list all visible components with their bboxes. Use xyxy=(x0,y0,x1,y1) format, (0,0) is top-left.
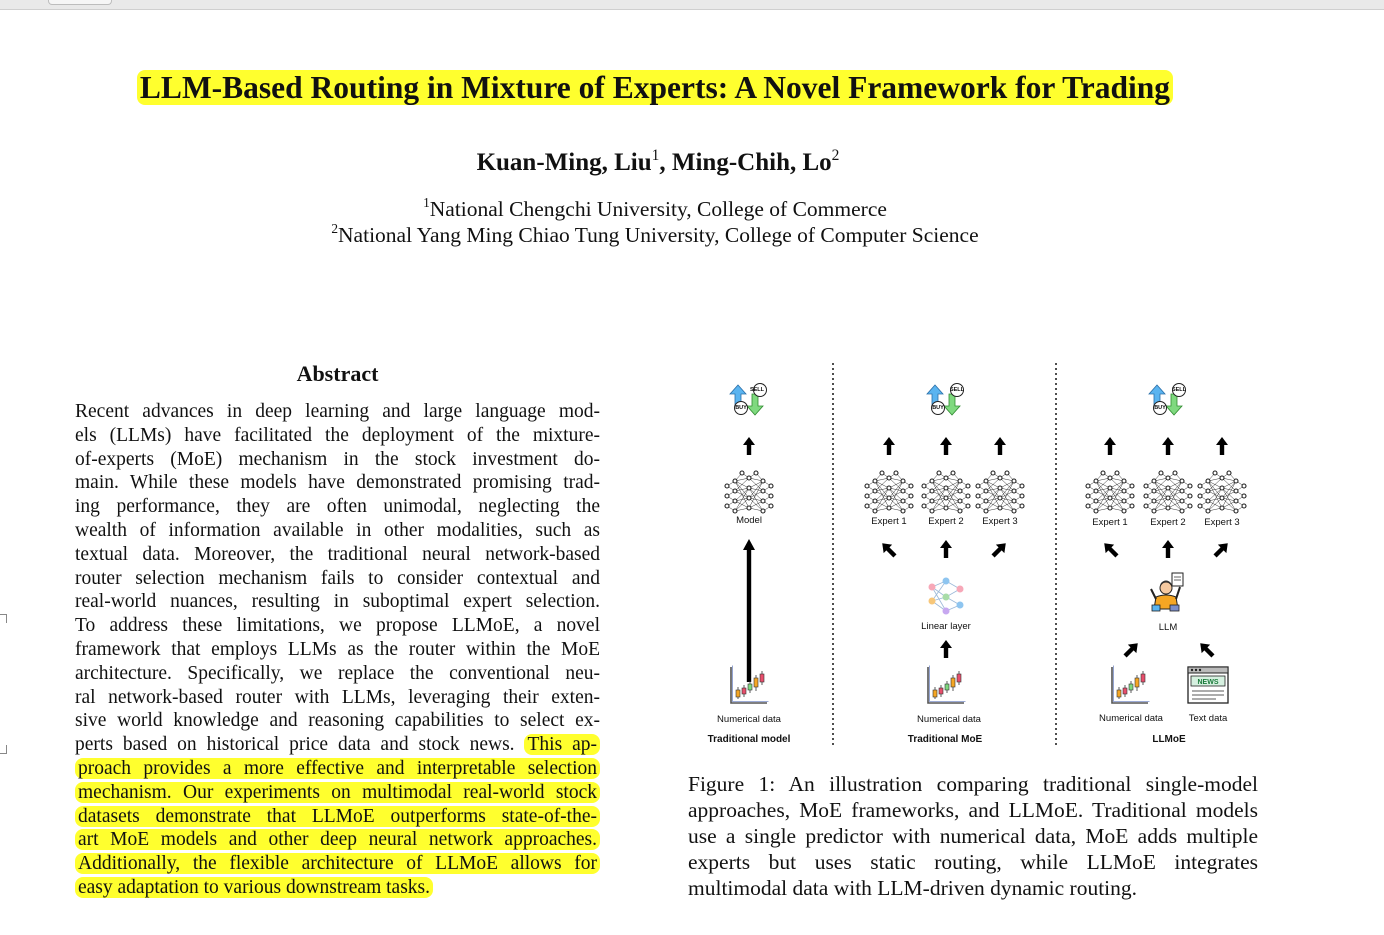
up-arrow-icon xyxy=(940,540,952,558)
expert-3-label: Expert 3 xyxy=(982,516,1018,527)
diagonal-arrow-icon xyxy=(989,539,1010,560)
affiliation-2: $^2$National Yang Ming Chiao Tung University, College of Computer Science xyxy=(331,221,979,247)
author-1: Kuan-Ming, Liu xyxy=(476,149,652,176)
diagonal-arrow-icon xyxy=(1121,639,1142,660)
abstract-line xyxy=(75,852,600,876)
abstract-line: framework that employs LLMs as the router within the MoE xyxy=(75,638,600,660)
highlighted-text: easy adaptation to various downstream tasks. xyxy=(75,877,433,898)
abstract-line xyxy=(75,828,600,852)
buy-label: BUY xyxy=(735,405,747,411)
crop-mark xyxy=(0,614,7,623)
sell-label: SELL xyxy=(1171,387,1187,393)
llm-label: LLM xyxy=(1158,622,1178,633)
viewer-toolbar xyxy=(0,0,1384,10)
up-arrow-icon xyxy=(940,640,952,658)
buy-label: BUY xyxy=(1154,405,1166,411)
panel-title-traditional-model: Traditional model xyxy=(707,734,791,745)
highlighted-text: mechanism. Our experiments on multimodal real-world stock xyxy=(75,782,600,803)
up-arrow-icon xyxy=(883,437,895,455)
abstract-line xyxy=(75,805,600,829)
numerical-data-label: Numerical data xyxy=(717,714,781,725)
text-data-label: Text data xyxy=(1188,713,1228,724)
abstract-heading: Abstract xyxy=(296,361,379,386)
up-arrow-icon xyxy=(1104,437,1116,455)
abstract-line: Recent advances in deep learning and large language mod- xyxy=(75,401,600,422)
panel-title-llmoe: LLMoE xyxy=(1152,734,1186,745)
figure-1 xyxy=(700,355,1280,760)
candlestick-chart-icon xyxy=(1112,666,1150,704)
abstract-line xyxy=(75,876,600,900)
author-line: Kuan-Ming, Liu$^1$, Ming-Chih, Lo$^2$ xyxy=(476,147,840,176)
linear-layer-icon xyxy=(929,578,964,615)
highlighted-text: proach provides a more effective and interpretable selection xyxy=(75,758,600,779)
diagonal-arrow-icon xyxy=(878,539,899,560)
long-up-arrow-icon xyxy=(743,539,755,682)
paper-title: LLM-Based Routing in Mixture of Experts: A Novel Framework for Trading xyxy=(0,70,1310,106)
abstract-line: To address these limitations, we propose LLMoE, a novel xyxy=(75,615,600,637)
news-label: NEWS xyxy=(1197,679,1219,686)
abstract-line xyxy=(75,781,600,805)
toolbar-button[interactable] xyxy=(48,0,112,5)
llm-person-icon xyxy=(1151,573,1183,611)
up-arrow-icon xyxy=(1162,437,1174,455)
up-arrow-icon xyxy=(940,437,952,455)
expert-1-label: Expert 1 xyxy=(1092,517,1128,528)
highlighted-text: Additionally, the flexible architecture of LLMoE allows for xyxy=(75,853,600,874)
abstract-line: router selection mechanism fails to consider contextual and xyxy=(75,567,600,589)
highlighted-text: art MoE models and other deep neural network approaches. xyxy=(75,829,600,850)
abstract-line: wealth of information available in other modalities, such as xyxy=(75,519,600,541)
abstract-line: of-experts (MoE) mechanism in the stock investment do- xyxy=(75,448,600,470)
neural-network-icon xyxy=(1086,471,1134,513)
expert-3-label: Expert 3 xyxy=(1204,517,1240,528)
abstract-line: textual data. Moreover, the traditional neural network-based xyxy=(75,543,600,565)
neural-network-icon xyxy=(865,471,913,513)
abstract-body xyxy=(75,400,600,900)
abstract-line xyxy=(75,757,600,781)
neural-network-icon xyxy=(1144,471,1192,513)
highlighted-text: This ap- xyxy=(524,734,600,755)
crop-mark xyxy=(0,745,7,754)
up-arrow-icon xyxy=(1162,540,1174,558)
abstract-line: sive world knowledge and reasoning capabilities to select ex- xyxy=(75,710,600,732)
neural-network-icon xyxy=(725,471,773,513)
expert-2-label: Expert 2 xyxy=(928,516,964,527)
author-2: Ming-Chih, Lo xyxy=(671,149,832,176)
neural-network-icon xyxy=(976,471,1024,513)
abstract-line: perts based on historical price data and stock news. This ap- xyxy=(75,733,600,757)
abstract-line: els (LLMs) have facilitated the deployment of the mixture- xyxy=(75,424,600,446)
diagonal-arrow-icon xyxy=(1211,539,1232,560)
up-arrow-icon xyxy=(743,437,755,455)
up-arrow-icon xyxy=(1216,437,1228,455)
affiliation-1: $^1$National Chengchi University, College of Commerce xyxy=(423,195,887,221)
numerical-data-label: Numerical data xyxy=(917,714,981,725)
abstract-line: ing performance, they are often unimodal, neglecting the xyxy=(75,496,600,518)
abstract-line: real-world nuances, resulting in suboptimal expert selection. xyxy=(75,591,600,613)
candlestick-chart-icon xyxy=(928,666,966,704)
panel-title-traditional-moe: Traditional MoE xyxy=(907,734,983,745)
numerical-data-label: Numerical data xyxy=(1099,713,1163,724)
expert-2-label: Expert 2 xyxy=(1150,517,1186,528)
abstract-line: ral network-based router with LLMs, leveraging their exten- xyxy=(75,686,600,708)
highlighted-text: datasets demonstrate that LLMoE outperforms state-of-the- xyxy=(75,806,600,827)
diagonal-arrow-icon xyxy=(1100,539,1121,560)
neural-network-icon xyxy=(922,471,970,513)
abstract-line: architecture. Specifically, we replace the conventional neu- xyxy=(75,662,600,684)
diagonal-arrow-icon xyxy=(1196,639,1217,660)
sell-label: SELL xyxy=(749,387,765,393)
figure-caption: Figure 1: An illustration comparing traditional single-model approaches, MoE frameworks, and LLMoE. Traditional models use a single predictor with numerical data, MoE adds multiple experts but uses static routing, while LLMoE integrates multimodal data with LLM-driven dynamic routing. xyxy=(688,772,1258,900)
model-label: Model xyxy=(736,515,762,526)
up-arrow-icon xyxy=(994,437,1006,455)
abstract-line: main. While these models have demonstrated promising trad- xyxy=(75,472,600,494)
neural-network-icon xyxy=(1198,471,1246,513)
linear-layer-label: Linear layer xyxy=(921,621,971,632)
expert-1-label: Expert 1 xyxy=(871,516,907,527)
buy-label: BUY xyxy=(932,405,944,411)
sell-label: SELL xyxy=(949,387,965,393)
figure-diagram xyxy=(700,355,1280,760)
